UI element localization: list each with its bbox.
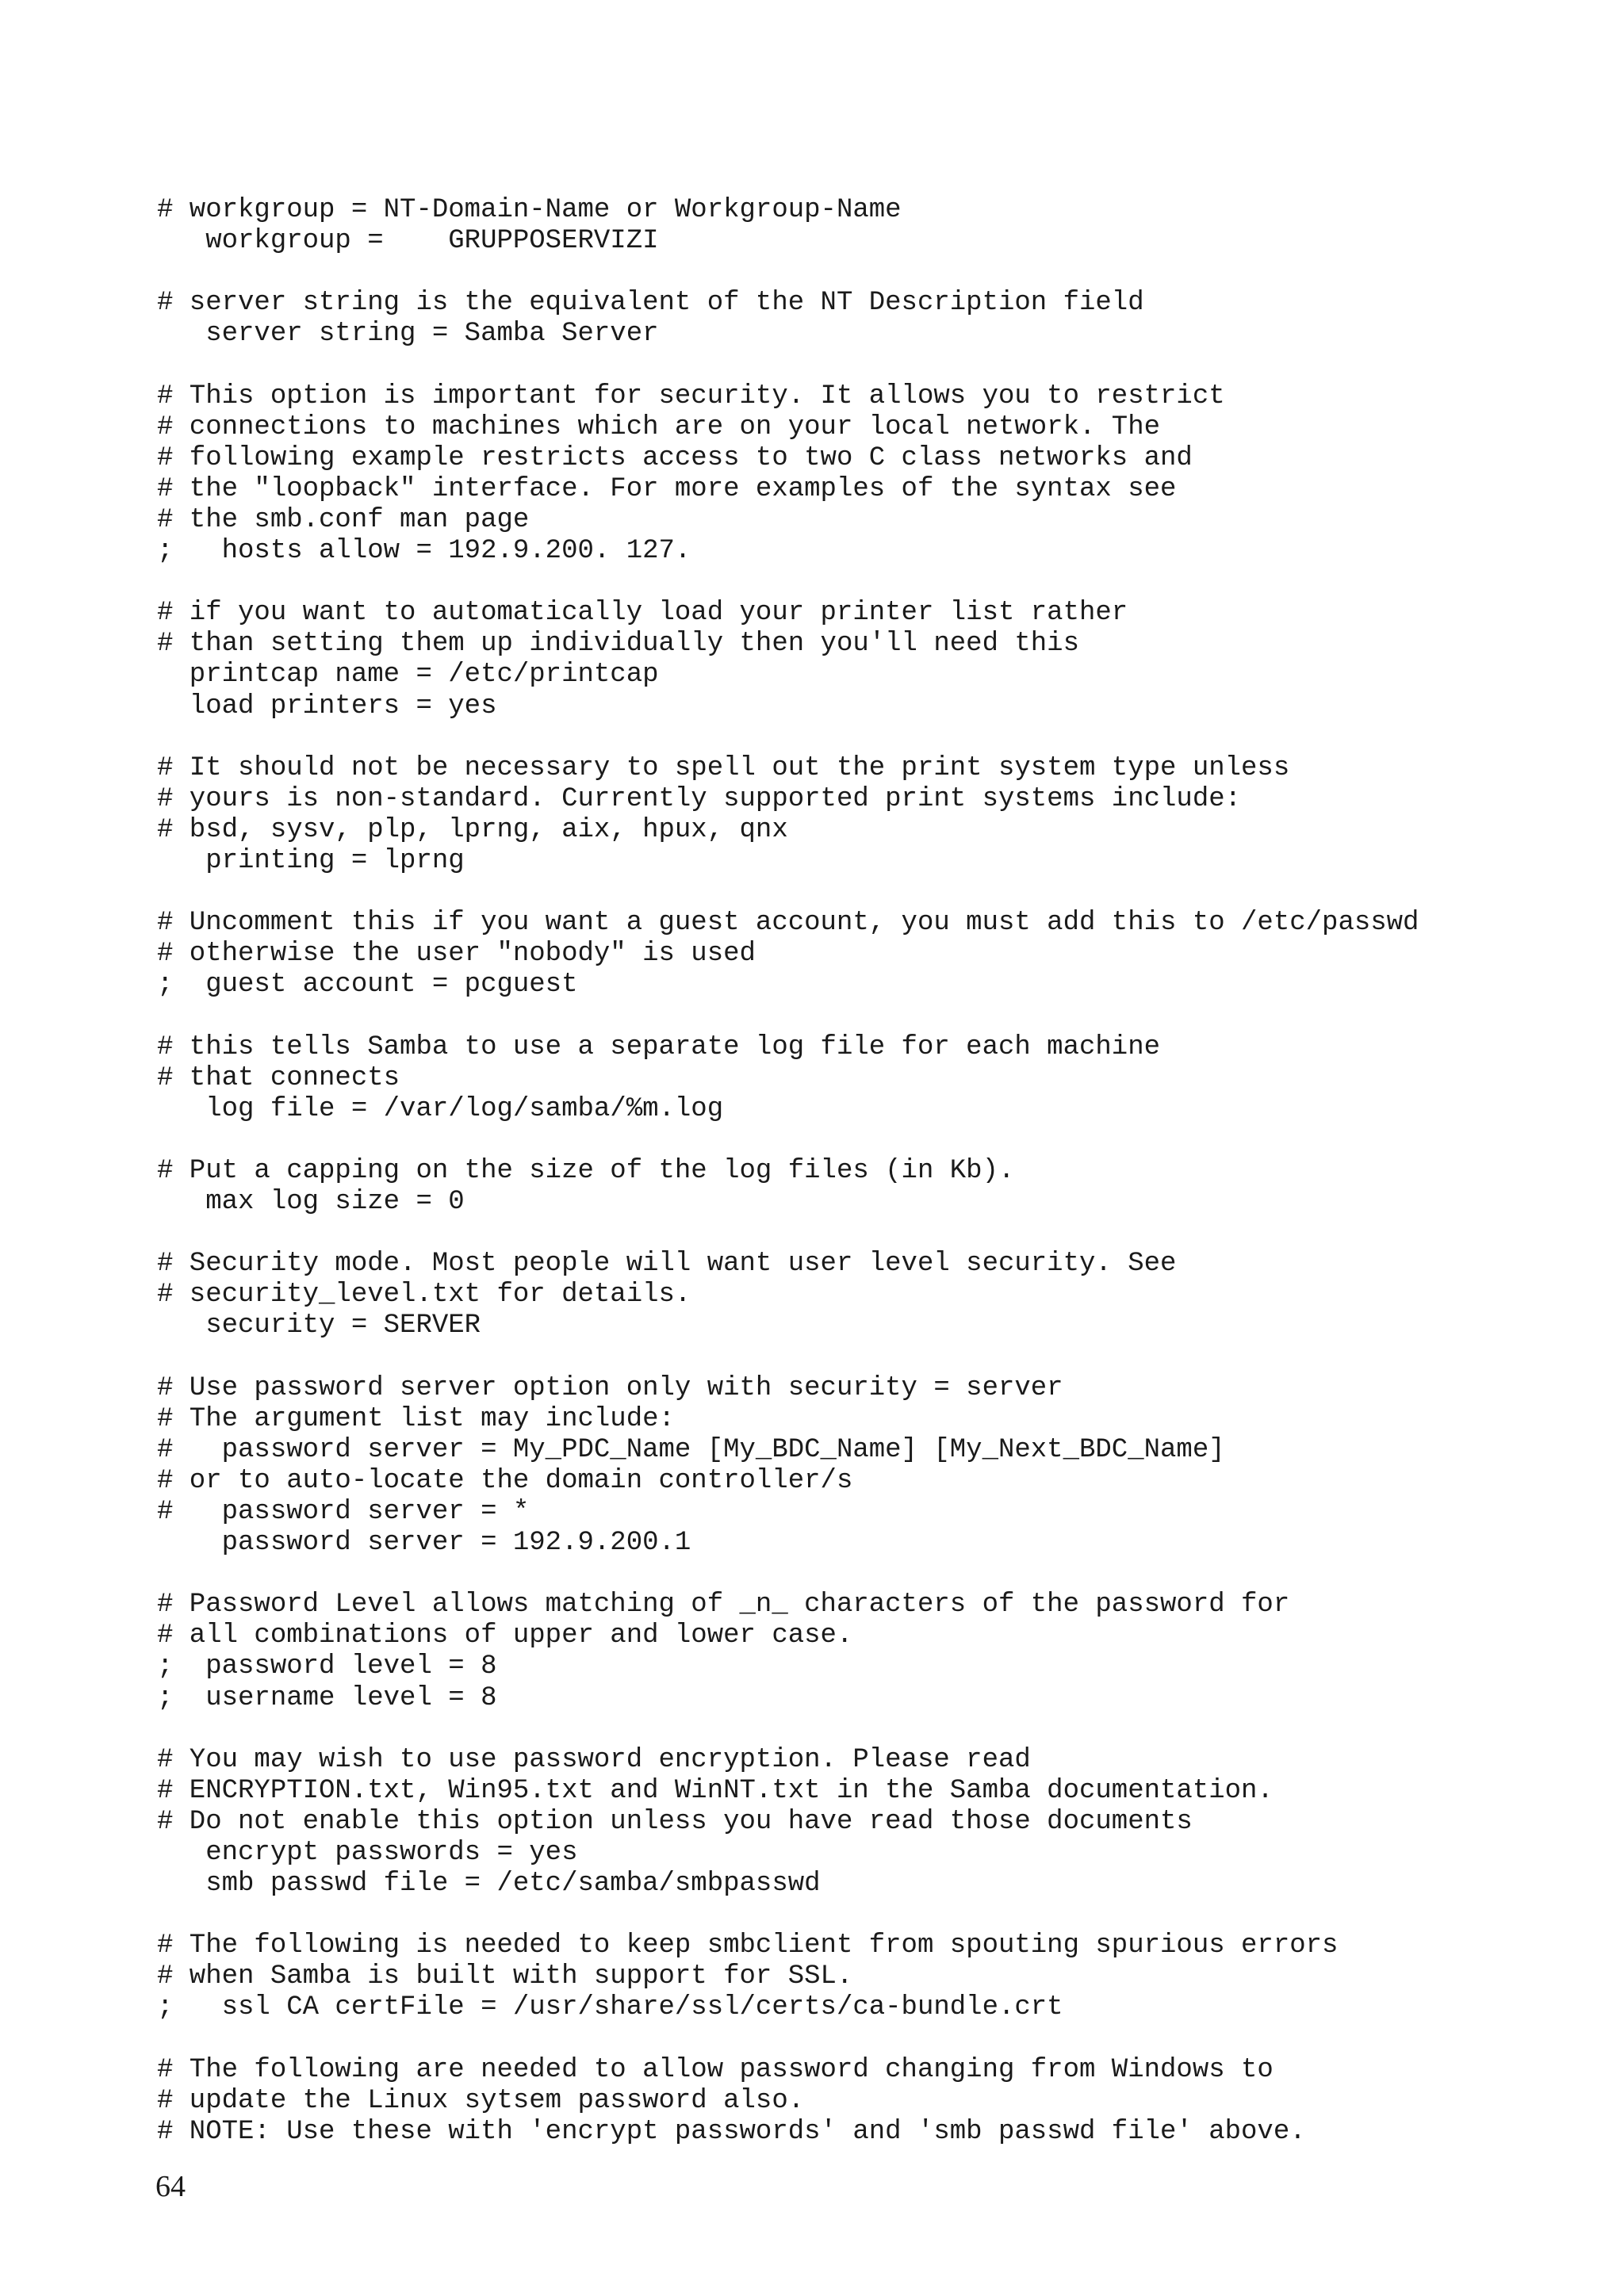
config-text-block bbox=[157, 195, 1419, 2148]
config-line: # password server = * bbox=[157, 1496, 530, 1527]
config-line: # password server = My_PDC_Name [My_BDC_Name] [My_Next_BDC_Name] bbox=[157, 1434, 1225, 1465]
blank-line bbox=[157, 1341, 1419, 1372]
config-line: # The following are needed to allow password changing from Windows to bbox=[157, 2054, 1274, 2085]
config-line: # bsd, sysv, plp, lprng, aix, hpux, qnx bbox=[157, 814, 788, 845]
config-line: # all combinations of upper and lower case. bbox=[157, 1621, 853, 1651]
config-line: # server string is the equivalent of the NT Description field bbox=[157, 288, 1144, 319]
config-line: ; ssl CA certFile = /usr/share/ssl/certs/ca-bundle.crt bbox=[157, 1992, 1063, 2023]
config-line: # security_level.txt for details. bbox=[157, 1280, 691, 1311]
config-line: # Do not enable this option unless you have read those documents bbox=[157, 1806, 1193, 1837]
config-line: # the "loopback" interface. For more examples of the syntax see bbox=[157, 473, 1177, 504]
config-line: # You may wish to use password encryption. Please read bbox=[157, 1744, 1031, 1775]
config-line: # ENCRYPTION.txt, Win95.txt and WinNT.txt in the Samba documentation. bbox=[157, 1775, 1274, 1806]
config-line: password server = 192.9.200.1 bbox=[157, 1528, 691, 1559]
blank-line bbox=[157, 1714, 1419, 1745]
config-line: workgroup = GRUPPOSERVIZI bbox=[157, 226, 659, 257]
config-line: # connections to machines which are on your local network. The bbox=[157, 411, 1161, 442]
config-line: # NOTE: Use these with 'encrypt passwords' and 'smb passwd file' above. bbox=[157, 2116, 1306, 2147]
config-line: # The argument list may include: bbox=[157, 1403, 675, 1434]
config-line: # It should not be necessary to spell out the print system type unless bbox=[157, 752, 1290, 783]
config-line: # otherwise the user "nobody" is used bbox=[157, 939, 756, 970]
config-line: printing = lprng bbox=[157, 845, 465, 876]
config-line: ; username level = 8 bbox=[157, 1682, 497, 1713]
blank-line bbox=[157, 722, 1419, 753]
config-line: ; guest account = pcguest bbox=[157, 970, 578, 1001]
config-line: # following example restricts access to two C class networks and bbox=[157, 442, 1193, 473]
config-line: security = SERVER bbox=[157, 1311, 481, 1341]
config-line: # Uncomment this if you want a guest account, you must add this to /etc/passwd bbox=[157, 908, 1419, 939]
config-line: log file = /var/log/samba/%m.log bbox=[157, 1093, 724, 1124]
config-line: server string = Samba Server bbox=[157, 319, 659, 350]
config-line: # if you want to automatically load your printer list rather bbox=[157, 598, 1128, 629]
config-line: # or to auto-locate the domain controller/s bbox=[157, 1465, 853, 1496]
blank-line bbox=[157, 1218, 1419, 1249]
config-line: max log size = 0 bbox=[157, 1187, 465, 1217]
blank-line bbox=[157, 1559, 1419, 1590]
blank-line bbox=[157, 2024, 1419, 2055]
page-number: 64 bbox=[155, 2170, 186, 2203]
config-line: # the smb.conf man page bbox=[157, 504, 530, 535]
config-line: # Put a capping on the size of the log files (in Kb). bbox=[157, 1155, 1015, 1186]
config-line: # Use password server option only with security = server bbox=[157, 1372, 1063, 1403]
blank-line bbox=[157, 1001, 1419, 1031]
blank-line bbox=[157, 567, 1419, 598]
config-line: printcap name = /etc/printcap bbox=[157, 660, 659, 691]
config-line: # Password Level allows matching of _n_ characters of the password for bbox=[157, 1590, 1290, 1621]
config-line: # The following is needed to keep smbclient from spouting spurious errors bbox=[157, 1931, 1339, 1961]
config-line: # workgroup = NT-Domain-Name or Workgroup-Name bbox=[157, 195, 902, 225]
config-line: # when Samba is built with support for SSL. bbox=[157, 1961, 853, 1992]
config-line: # This option is important for security. It allows you to restrict bbox=[157, 381, 1225, 411]
config-line: # update the Linux sytsem password also. bbox=[157, 2085, 805, 2116]
config-line: # this tells Samba to use a separate log file for each machine bbox=[157, 1031, 1161, 1062]
blank-line bbox=[157, 1900, 1419, 1931]
config-line: # that connects bbox=[157, 1062, 400, 1093]
config-line: ; hosts allow = 192.9.200. 127. bbox=[157, 536, 691, 567]
config-line: # Security mode. Most people will want user level security. See bbox=[157, 1249, 1177, 1280]
blank-line bbox=[157, 877, 1419, 908]
config-line: load printers = yes bbox=[157, 691, 497, 721]
config-line: # yours is non-standard. Currently supported print systems include: bbox=[157, 783, 1242, 814]
blank-line bbox=[157, 350, 1419, 381]
config-line: encrypt passwords = yes bbox=[157, 1837, 578, 1868]
blank-line bbox=[157, 257, 1419, 288]
config-line: ; password level = 8 bbox=[157, 1651, 497, 1682]
blank-line bbox=[157, 1125, 1419, 1156]
config-line: smb passwd file = /etc/samba/smbpasswd bbox=[157, 1869, 821, 1900]
config-line: # than setting them up individually then you'll need this bbox=[157, 629, 1079, 660]
